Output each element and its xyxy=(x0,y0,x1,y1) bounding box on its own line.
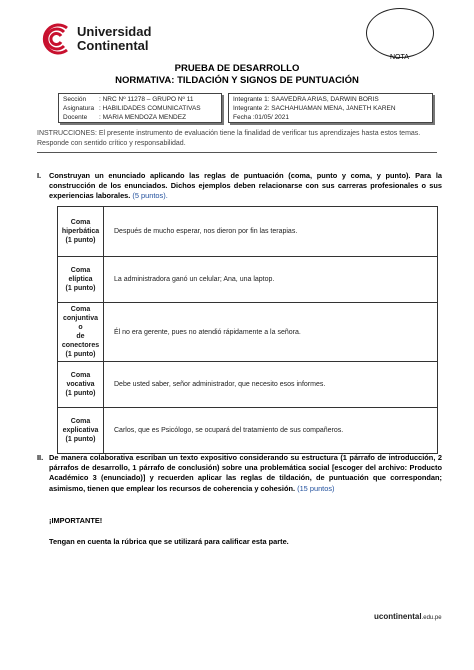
instructions: INSTRUCCIONES: El presente instrumento de evaluación tiene la finalidad de verificar tus aprendizajes hasta estos temas. Responde con sentido crítico y responsabilidad. xyxy=(37,129,437,153)
type-line: Coma xyxy=(70,219,91,226)
footer-brand xyxy=(374,612,442,621)
university-logo-icon xyxy=(37,22,71,56)
footer-brand-name: ucontinental xyxy=(374,612,422,621)
section-number: I. xyxy=(37,171,42,180)
type-line: hiperbática xyxy=(61,228,100,235)
table-row xyxy=(58,207,438,257)
section-1 xyxy=(37,171,442,202)
section-points: (15 puntos) xyxy=(297,483,335,493)
type-line: conjuntiva o xyxy=(62,315,98,331)
logo-text xyxy=(77,25,151,53)
type-line: Coma xyxy=(70,418,91,425)
comma-type-cell xyxy=(58,257,104,303)
info-row-subject xyxy=(63,105,217,114)
logo-line-2: Continental xyxy=(77,38,149,53)
example-sentence: Él no era gerente, pues no atendió rápidamente a la señora. xyxy=(104,303,438,362)
grade-label: NOTA xyxy=(390,54,409,61)
footer-domain: .edu.pe xyxy=(421,615,442,621)
member-1: Integrante 1: SAAVEDRA ARIAS, DARWIN BORIS xyxy=(233,96,379,103)
info-key: Asignatura xyxy=(63,104,95,112)
date: Fecha :01/05/ 2021 xyxy=(233,113,290,121)
type-line: Coma xyxy=(70,306,91,313)
type-line: (1 punto) xyxy=(65,351,96,358)
section-text xyxy=(49,171,442,202)
type-line: (1 punto) xyxy=(65,436,96,443)
section-2 xyxy=(37,453,442,494)
comma-type-cell xyxy=(58,362,104,408)
type-line: Coma xyxy=(70,267,91,274)
example-sentence: Debe usted saber, señor administrador, que necesito esos informes. xyxy=(104,362,438,408)
table-row xyxy=(58,408,438,454)
info-key: Docente xyxy=(63,113,88,121)
university-logo xyxy=(37,22,187,56)
info-row-teacher xyxy=(63,114,217,123)
course-info-box xyxy=(58,93,222,123)
info-row-section xyxy=(63,96,217,105)
type-line: explicativa xyxy=(62,427,99,434)
type-line: vocativa xyxy=(66,381,95,388)
grade-circle xyxy=(366,8,434,58)
comma-type-cell xyxy=(58,408,104,454)
example-sentence: Después de mucho esperar, nos dieron por fin las terapias. xyxy=(104,207,438,257)
type-line: (1 punto) xyxy=(65,390,96,397)
member-2: Integrante 2: SACHAHUAMAN MENA, JANETH KAREN xyxy=(233,104,396,112)
section-instruction: Construyan un enunciado aplicando las reglas de puntuación (coma, punto y coma, y punto). Para la construcción de los enunciados. Dichos ejemplos deben relacionarse con sus carreras profesionales o sus experiencias laborales. xyxy=(49,171,442,201)
info-value: : MARIA MENDOZA MENDEZ xyxy=(99,113,187,121)
table-row xyxy=(58,303,438,362)
section-instruction: De manera colaborativa escriban un texto expositivo considerando su estructura (1 párrafo de introducción, 2 párrafos de desarrollo, 1 párrafo de conclusión) sobre una problemática social [escoger del archivo: Producto Académico 3 (enunciado)] y recuerden aplicar las reglas de tildación, de puntuación que correspondan; asimismo, tienen que emplear los recursos de coherencia y cohesión. xyxy=(49,453,442,493)
rubric-reminder: Tengan en cuenta la rúbrica que se utilizará para calificar esta parte. xyxy=(49,537,289,546)
type-line: elíptica xyxy=(68,276,93,283)
logo-line-1: Universidad xyxy=(77,24,152,39)
info-key: Sección xyxy=(63,96,87,103)
info-value: : HABILIDADES COMUNICATIVAS xyxy=(99,104,201,112)
section-number: II. xyxy=(37,453,44,462)
example-sentence: Carlos, que es Psicólogo, se ocupará del tratamiento de sus compañeros. xyxy=(104,408,438,454)
type-line: (1 punto) xyxy=(65,285,96,292)
important-heading: ¡IMPORTANTE! xyxy=(49,516,103,525)
table-row xyxy=(58,257,438,303)
document-title: PRUEBA DE DESARROLLO xyxy=(174,63,300,74)
document-subtitle: NORMATIVA: TILDACIÓN Y SIGNOS DE PUNTUACIÓN xyxy=(115,75,359,86)
section-points: (5 puntos). xyxy=(132,191,168,201)
table-row xyxy=(58,362,438,408)
example-sentence: La administradora ganó un celular; Ana, una laptop. xyxy=(104,257,438,303)
comma-type-cell xyxy=(58,207,104,257)
type-line: (1 punto) xyxy=(65,237,96,244)
type-line: Coma xyxy=(70,372,91,379)
type-line: de xyxy=(76,333,85,340)
members-info-box xyxy=(228,93,433,123)
section-text xyxy=(49,453,442,494)
comma-type-cell xyxy=(58,303,104,362)
type-line: conectores xyxy=(61,342,100,349)
info-value: : NRC Nº 11278 – GRUPO Nº 11 xyxy=(99,96,194,103)
examples-table xyxy=(57,206,438,454)
